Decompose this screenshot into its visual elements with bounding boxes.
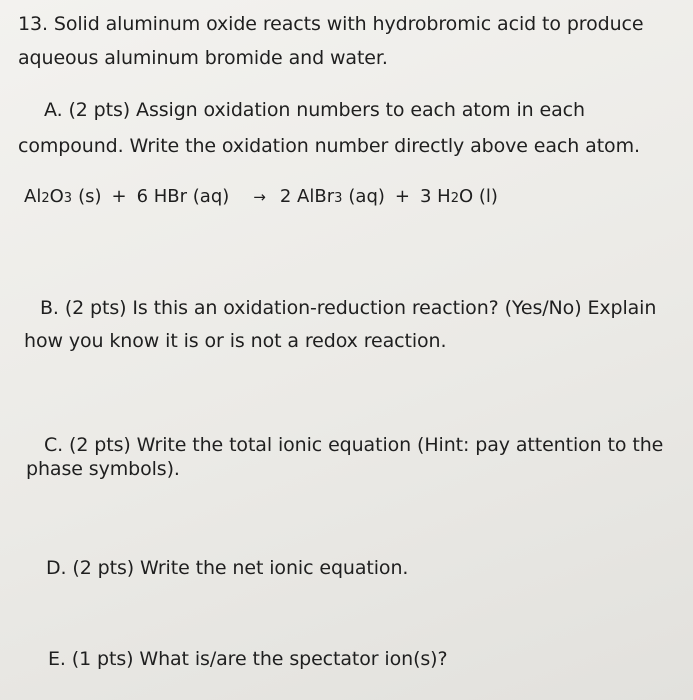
part-b-line-1: B. (2 pts) Is this an oxidation-reduction reaction? (Yes/No) Explain (40, 297, 657, 319)
part-b-line-2: how you know it is or is not a redox reaction. (24, 330, 447, 352)
part-d-line-1: D. (2 pts) Write the net ionic equation. (46, 557, 409, 579)
part-c-line-1: C. (2 pts) Write the total ionic equation (Hint: pay attention to the (44, 434, 664, 456)
plus-sign: + (394, 186, 410, 207)
chemical-equation (24, 186, 498, 207)
question-text-line-1: 13. Solid aluminum oxide reacts with hydrobromic acid to produce (18, 13, 644, 35)
part-a-line-1: A. (2 pts) Assign oxidation numbers to each atom in each (44, 99, 585, 121)
part-e-line-1: E. (1 pts) What is/are the spectator ion(s)? (48, 648, 448, 670)
reactant-hydrobromic-acid: 6 HBr (aq) (136, 186, 230, 207)
part-c-line-2: phase symbols). (26, 458, 180, 480)
reaction-arrow: → (253, 188, 266, 206)
part-a-line-2: compound. Write the oxidation number directly above each atom. (18, 135, 640, 157)
plus-sign: + (111, 186, 127, 207)
product-water: 3 H 2 O (l) (420, 186, 498, 207)
reactant-aluminum-oxide: Al 2 O 3 (s) (24, 186, 102, 207)
question-text-line-2: aqueous aluminum bromide and water. (18, 47, 388, 69)
product-aluminum-bromide: 2 AlBr 3 (aq) (279, 186, 385, 207)
